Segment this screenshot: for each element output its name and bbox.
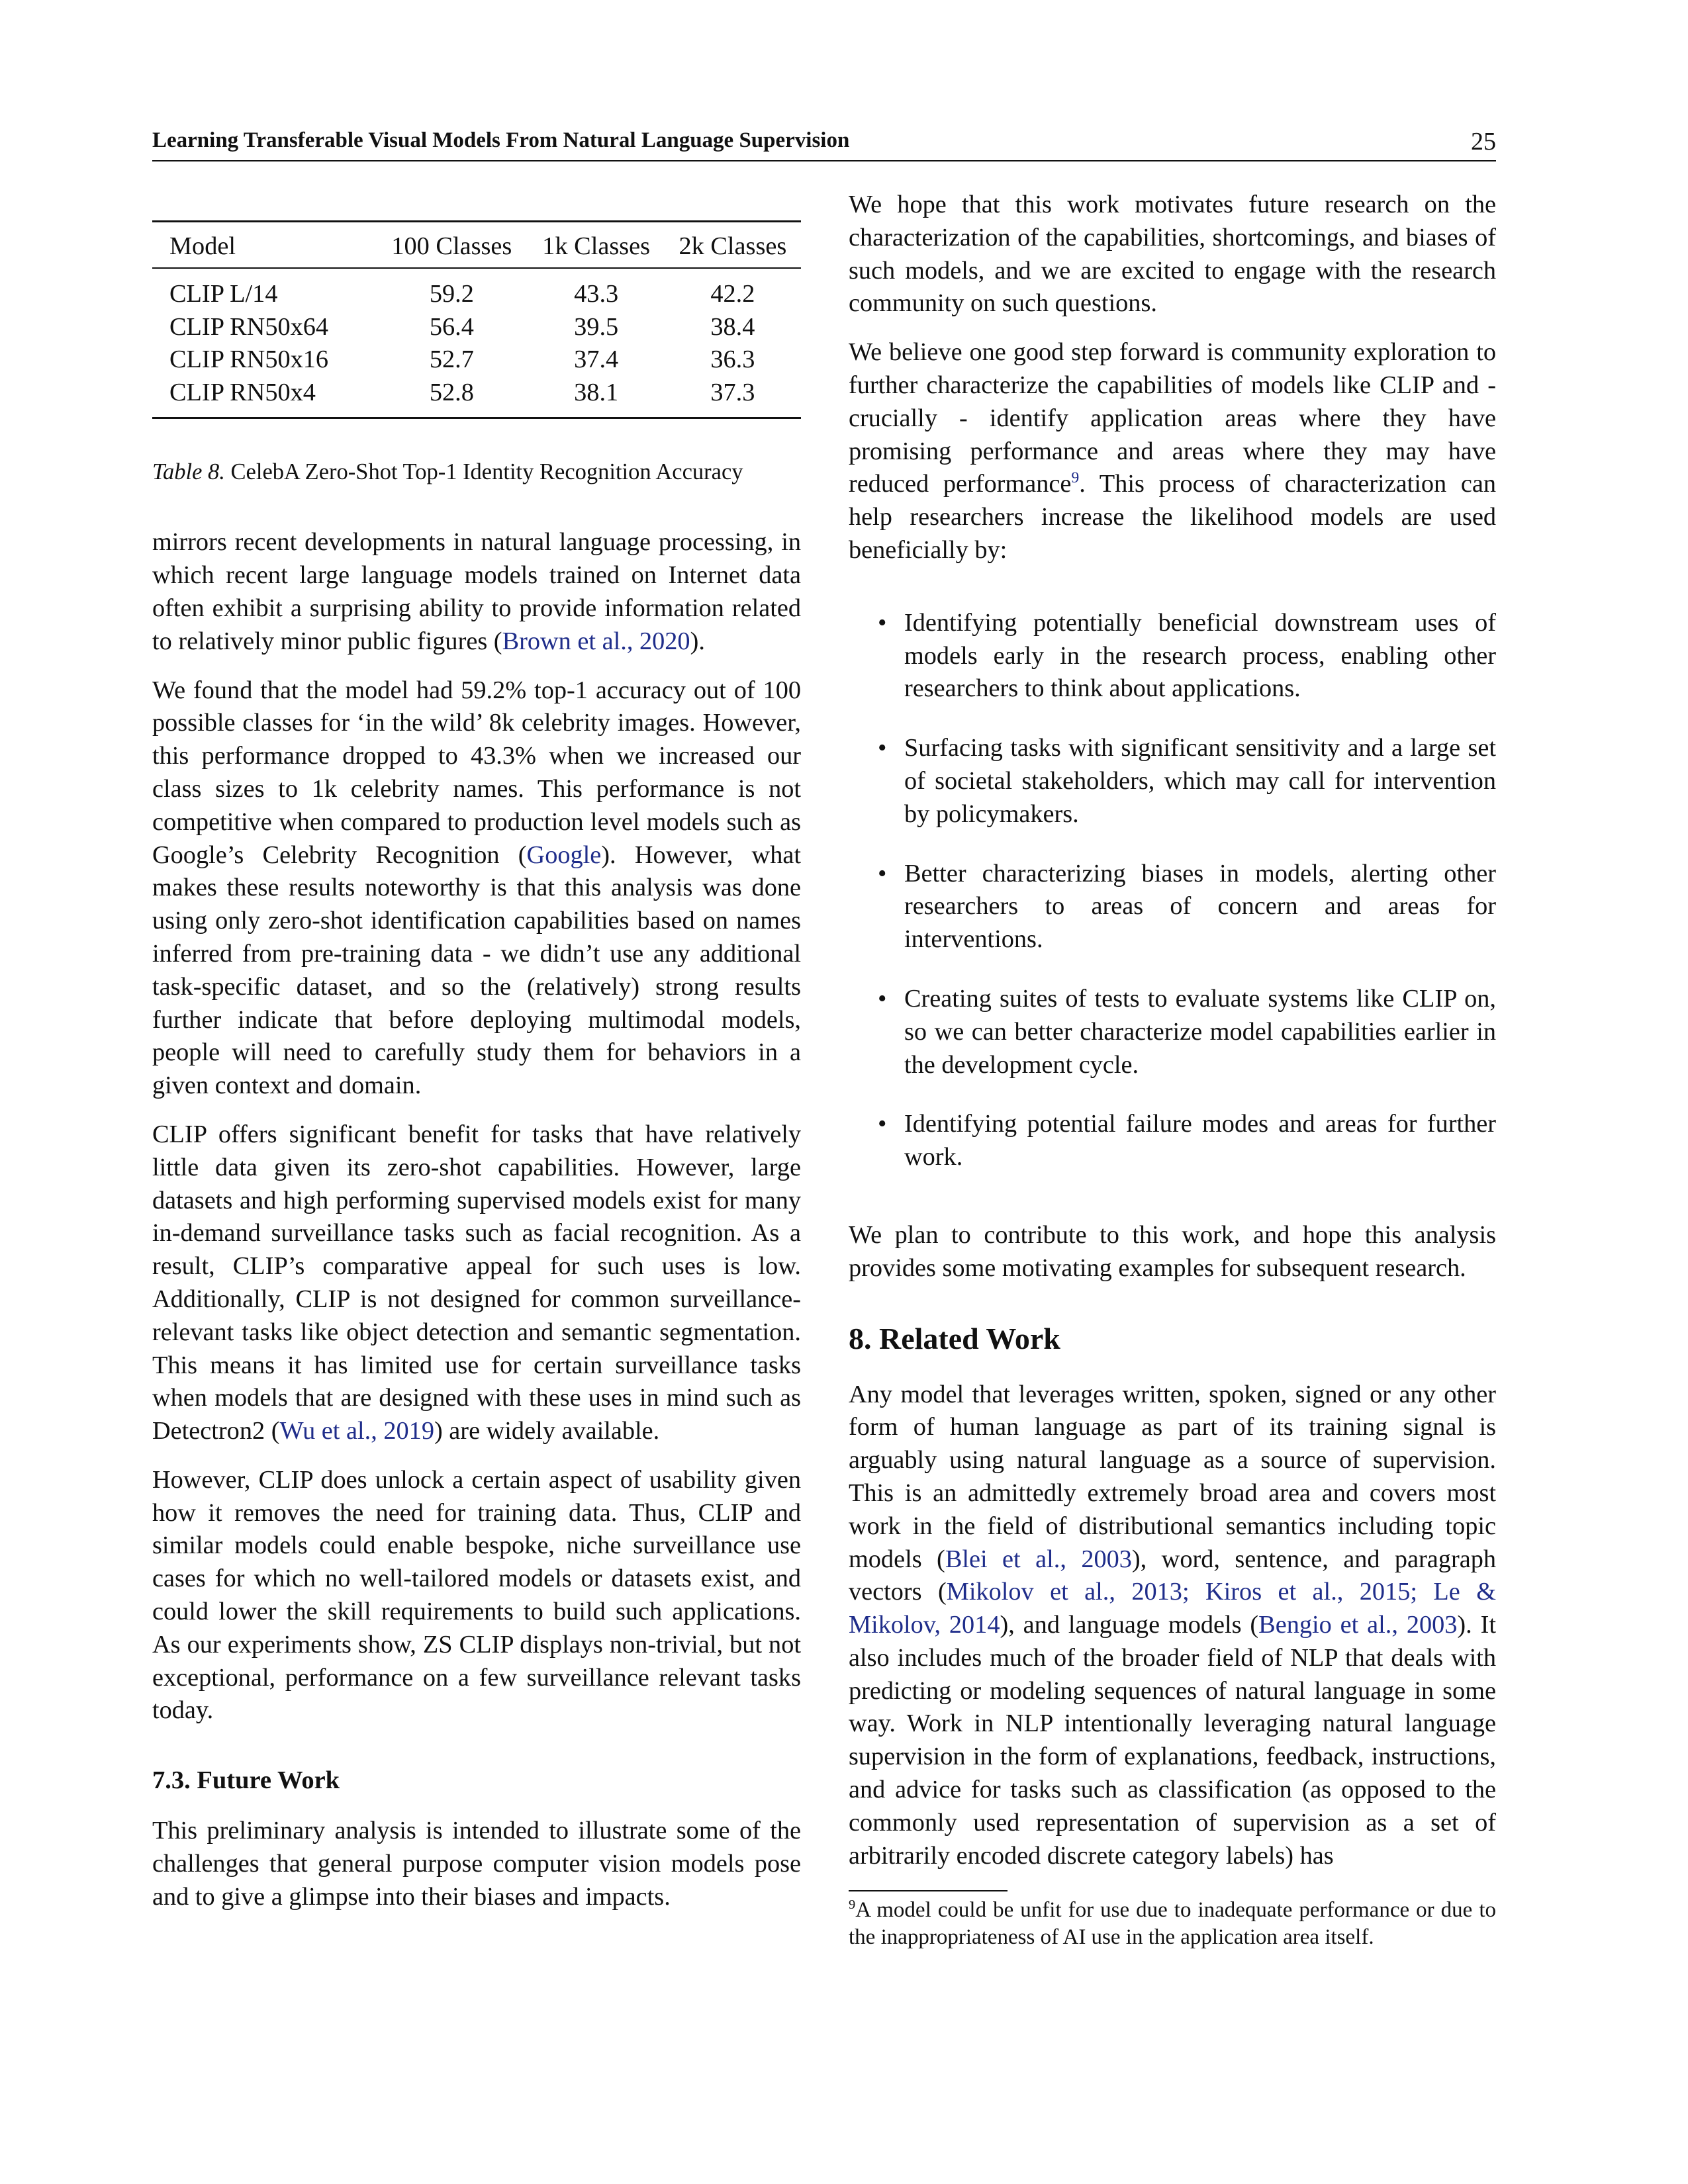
footnote-number: 9 [849, 1897, 856, 1912]
list-item-text: Creating suites of tests to evaluate systems like CLIP on, so we can better characterize model capabilities earlier in the development cycle. [904, 984, 1496, 1079]
table-header-row [152, 222, 801, 269]
bullet-icon: • [878, 859, 887, 887]
text-run: CLIP offers significant benefit for tasks that have relatively little data given its zero-shot capabilities. However, large datasets and high performing supervised models exist for many in-demand surveillance tasks such as facial recognition. As a result, CLIP’s comparative appeal for such uses is low. Additionally, CLIP is not designed for common surveillance-relevant tasks like object detection and semantic segmentation. This means it has limited use for certain surveillance tasks when models that are designed with these uses in mind such as Detectron2 ( [152, 1120, 801, 1445]
list-item-text: Identifying potentially beneficial downstream uses of models early in the research process, enabling other researchers to think about applications. [904, 608, 1496, 703]
table-cell: 43.3 [574, 280, 619, 308]
running-header [152, 126, 1496, 161]
table-cell: CLIP RN50x16 [169, 345, 329, 374]
list-item-text: Better characterizing biases in models, alerting other researchers to areas of concern and areas for interventions. [904, 859, 1496, 954]
footnote-marker[interactable]: 9 [1071, 469, 1080, 487]
table-header-cell: 1k Classes [528, 222, 665, 269]
caption-text: CelebA Zero-Shot Top-1 Identity Recognition Accuracy [224, 459, 743, 485]
left-column [152, 189, 801, 1930]
table-8 [152, 220, 801, 419]
paragraph [152, 674, 801, 1103]
table-cell: 38.4 [710, 312, 755, 341]
text-run: ) are widely available. [434, 1417, 660, 1445]
right-column [849, 189, 1496, 1888]
table-cell: CLIP RN50x64 [169, 312, 329, 341]
paragraph: We plan to contribute to this work, and hope this analysis provides some motivating examples for subsequent research. [849, 1220, 1496, 1282]
table-row [152, 343, 801, 377]
citation-link[interactable]: Mikolov et al., 2013; Kiros et al., 2015; Le & Mikolov, 2014 [849, 1578, 1496, 1639]
text-run: We found that the model had 59.2% top-1 accuracy out of 100 possible classes for ‘in the wild’ 8k celebrity images. However, this performance dropped to 43.3% when we increased our class sizes to 1k celebrity names. This performance is not competitive when compared to production level models such as Google’s Celebrity Recognition ( [152, 676, 801, 869]
bullet-icon: • [878, 608, 887, 637]
table-cell: 39.5 [574, 312, 619, 341]
footnote [849, 1897, 1496, 1951]
table-header-cell: 2k Classes [665, 222, 801, 269]
bullet-list [849, 607, 1496, 1174]
table-cell: 42.2 [710, 280, 755, 308]
list-item [849, 607, 1496, 705]
text-run: ). It also includes much of the broader field of NLP that deals with predicting or modeling sequences of natural language in some way. Work in NLP intentionally leveraging natural language supervision in the form of explanations, feedback, instructions, and advice for tasks such as classification (as opposed to the commonly used representation of supervision as a set of arbitrarily encoded discrete category labels) has [849, 1611, 1497, 1870]
paragraph [152, 526, 801, 658]
paragraph: However, CLIP does unlock a certain aspect of usability given how it removes the need for training data. Thus, CLIP and similar models could enable bespoke, niche surveillance use cases for which no well-tailored models or datasets exist, and could lower the skill requirements to build such applications. As our experiments show, ZS CLIP displays non-trivial, but not exceptional, performance on a few surveillance relevant tasks today. [152, 1465, 801, 1725]
table-cell: CLIP RN50x4 [169, 378, 316, 406]
list-item-text: Surfacing tasks with significant sensitivity and a large set of societal stakeholders, which may call for intervention by policymakers. [904, 734, 1496, 828]
paragraph [849, 1379, 1496, 1873]
citation-link[interactable]: Brown et al., 2020 [502, 627, 690, 655]
text-run: ). However, what makes these results noteworthy is that this analysis was done using only zero-shot identification capabilities based on names inferred from pre-training data - we didn’t use any additional task-specific dataset, and so the (relatively) strong results further indicate that before deploying multimodal models, people will need to carefully study them for behaviors in a given context and domain. [152, 841, 801, 1100]
footnote-rule [849, 1890, 1008, 1891]
paragraph: We hope that this work motivates future research on the characterization of the capabilities, shortcomings, and biases of such models, and we are excited to engage with the research community on such questions. [849, 191, 1496, 318]
paragraph: This preliminary analysis is intended to illustrate some of the challenges that general purpose computer vision models pose and to give a glimpse into their biases and impacts. [152, 1817, 801, 1911]
table-row [152, 268, 801, 311]
section-heading-7-3: 7.3. Future Work [152, 1766, 340, 1795]
table-header-cell: Model [152, 222, 375, 269]
bullet-icon: • [878, 1110, 887, 1138]
text-run: ). [690, 627, 705, 655]
citation-link[interactable]: Wu et al., 2019 [279, 1417, 434, 1445]
caption-label: Table 8. [152, 459, 225, 485]
table-cell: 52.7 [429, 345, 474, 374]
table-row [152, 377, 801, 418]
text-run: ), and language models ( [1000, 1611, 1259, 1639]
table-cell: 37.4 [574, 345, 619, 374]
citation-link[interactable]: Google [526, 841, 602, 869]
citation-link[interactable]: Blei et al., 2003 [945, 1545, 1132, 1573]
section-heading-8: 8. Related Work [849, 1321, 1060, 1355]
paragraph [849, 336, 1496, 567]
table-cell: 59.2 [429, 280, 474, 308]
text-run: Any model that leverages written, spoken, signed or any other form of human language as part of its training signal is arguably using natural language as a source of supervision. This is an admittedly extremely broad area and covers most work in the field of distributional semantics including topic models ( [849, 1380, 1496, 1573]
list-item [849, 732, 1496, 831]
paper-title: Learning Transferable Visual Models From Natural Language Supervision [152, 128, 850, 152]
table-cell: 37.3 [710, 378, 755, 406]
text-run: . This process of characterization can help researchers increase the likelihood models are used beneficially by: [849, 470, 1496, 564]
footnote-text: A model could be unfit for use due to inadequate performance or due to the inappropriateness of AI use in the application area itself. [849, 1898, 1496, 1949]
text-run: mirrors recent developments in natural language processing, in which recent large language models trained on Internet data often exhibit a surprising ability to provide information related to relatively minor public figures ( [152, 528, 801, 655]
paragraph [152, 1118, 801, 1448]
table-cell: 36.3 [710, 345, 755, 374]
table-cell: 56.4 [429, 312, 474, 341]
citation-link[interactable]: Bengio et al., 2003 [1258, 1611, 1458, 1639]
list-item [849, 983, 1496, 1081]
table-cell: 38.1 [574, 378, 619, 406]
list-item [849, 858, 1496, 956]
table-row [152, 311, 801, 344]
table-header-cell: 100 Classes [375, 222, 528, 269]
bullet-icon: • [878, 984, 887, 1013]
text-run: ), word, sentence, and paragraph vectors ( [849, 1545, 1496, 1606]
list-item [849, 1108, 1496, 1174]
table-cell: 52.8 [429, 378, 474, 406]
page-number: 25 [1471, 128, 1496, 156]
list-item-text: Identifying potential failure modes and areas for further work. [904, 1110, 1496, 1171]
table-cell: CLIP L/14 [169, 280, 278, 308]
table-caption [152, 457, 801, 486]
text-run: We believe one good step forward is community exploration to further characterize the capabilities of models like CLIP and - crucially - identify application areas where they have promising performance and areas where they may have reduced performance [849, 338, 1496, 498]
bullet-icon: • [878, 734, 887, 762]
